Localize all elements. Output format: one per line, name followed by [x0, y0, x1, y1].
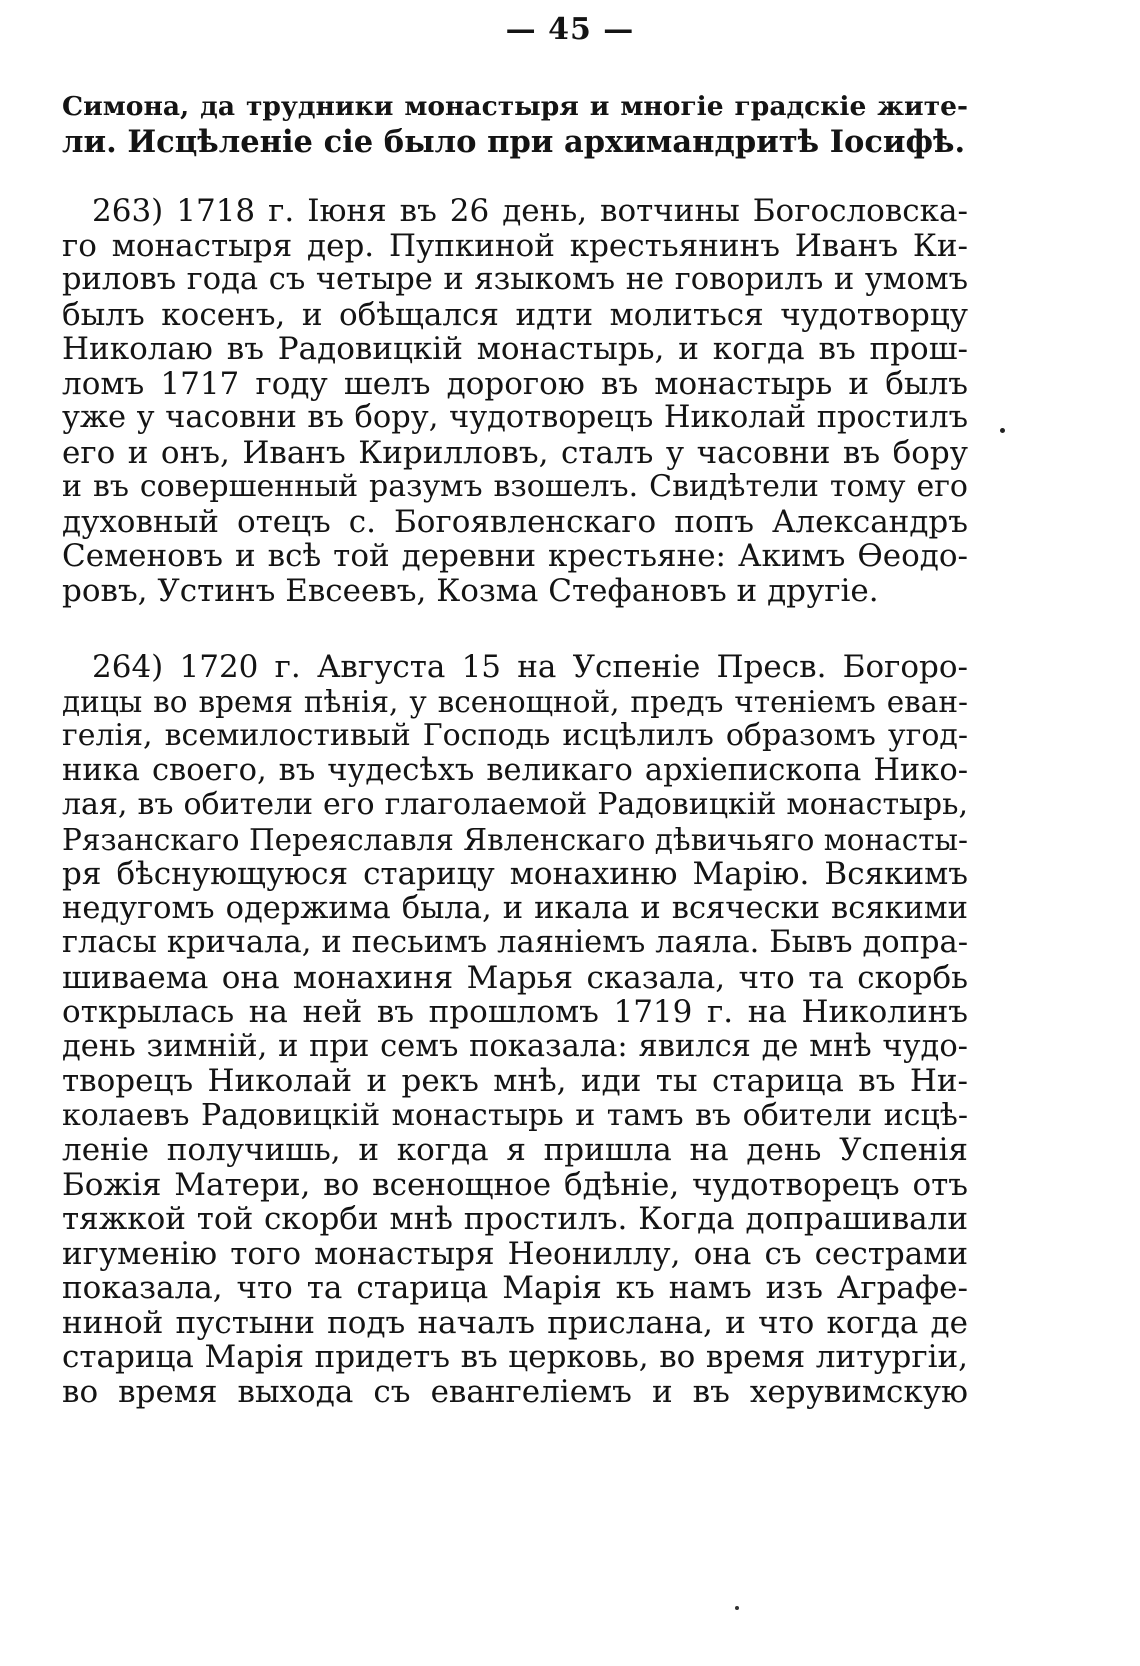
intro-paragraph — [62, 90, 968, 159]
text-line: шиваема она монахиня Марья сказала, что та скорбь — [62, 959, 968, 996]
text-line: духовный отецъ с. Богоявленскаго попъ Александръ — [62, 503, 968, 540]
text-line: открылась на ней въ прошломъ 1719 г. на Николинъ — [62, 994, 968, 1030]
text-line: ровъ, Устинъ Евсеевъ, Козма Стефановъ и другіе. — [62, 572, 879, 609]
text-line: го монастыря дер. Пупкиной крестьянинъ Иванъ Ки- — [62, 227, 968, 264]
text-line: дицы во время пѣнія, у всенощной, предъ чтеніемъ еван- — [62, 684, 968, 719]
text-line: былъ косенъ, и обѣщался идти молиться чудотворцу — [62, 296, 968, 333]
text-line: показала, что та старица Марія къ намъ изъ Аграфе- — [62, 1270, 968, 1306]
text-line: Божія Матери, во всенощное бдѣніе, чудотворецъ отъ — [62, 1166, 968, 1203]
text-line: гелія, всемилостивый Господь исцѣлилъ образомъ угод- — [62, 718, 968, 753]
text-line: риловъ года съ четыре и языкомъ не говорилъ и умомъ — [62, 262, 968, 297]
text-line: 264) 1720 г. Августа 15 на Успеніе Пресв. Богоро- — [92, 649, 968, 685]
text-line: ломъ 1717 году шелъ дорогою въ монастырь и былъ — [62, 365, 968, 402]
text-line: колаевъ Радовицкій монастырь и тамъ въ обители исцѣ- — [62, 1097, 968, 1133]
text-line: уже у часовни въ бору, чудотворецъ Николай простилъ — [62, 400, 968, 435]
text-line: во время выхода съ евангеліемъ и въ херувимскую — [62, 1373, 968, 1410]
text-line: старица Марія придетъ въ церковь, во время литургіи, — [62, 1339, 968, 1375]
text-line: 263) 1718 г. Іюня въ 26 день, вотчины Богословска- — [92, 193, 968, 229]
text-line: ника своего, въ чудесѣхъ великаго архіепископа Нико- — [62, 752, 968, 788]
text-line: ли. Исцѣленіе сіе было при архимандритѣ Іосифѣ. — [62, 123, 966, 160]
text-line: гласы кричала, и песьимъ лаяніемъ лаяла. Бывъ допра- — [62, 925, 968, 960]
text-line: и въ совершенный разумъ взошелъ. Свидѣтели тому его — [62, 469, 968, 504]
text-line: Рязанскаго Переяславля Явленскаго дѣвичьяго монасты- — [62, 822, 968, 857]
text-line: Симона, да трудники монастыря и многіе градскіе жите- — [62, 91, 968, 122]
text-line: игуменію того монастыря Неониллу, она съ сестрами — [62, 1235, 968, 1272]
text-line: творецъ Николай и рекъ мнѣ, иди ты старица въ Ни- — [62, 1063, 968, 1099]
entry-264-paragraph — [62, 650, 968, 1409]
margin-mark — [1000, 428, 1005, 433]
text-line: Николаю въ Радовицкій монастырь, и когда въ прош- — [62, 331, 968, 367]
text-line: день зимній, и при семъ показала: явился де мнѣ чудо- — [62, 1028, 968, 1064]
text-line: тяжкой той скорби мнѣ простилъ. Когда допрашивали — [62, 1201, 968, 1237]
entry-263-paragraph — [62, 194, 968, 608]
text-line: ря бѣснующуюся старицу монахиню Марію. Всякимъ — [62, 856, 968, 892]
text-line: ниной пустыни подъ началъ присланa, и что когда де — [62, 1304, 968, 1341]
page-number: — 45 — — [505, 12, 635, 47]
text-line: недугомъ одержима была, и икала и всячески всякими — [62, 890, 968, 926]
text-line: лая, въ обители его глаголаемой Радовицкій монастырь, — [62, 787, 968, 822]
print-speck — [735, 1606, 739, 1610]
text-line: Семеновъ и всѣ той деревни крестьяне: Акимъ Ѳеодо- — [62, 538, 968, 574]
text-line: леніе получишь, и когда я пришла на день Успенія — [62, 1132, 968, 1168]
text-line: его и онъ, Иванъ Кирилловъ, сталъ у часовни въ бору — [62, 434, 968, 471]
